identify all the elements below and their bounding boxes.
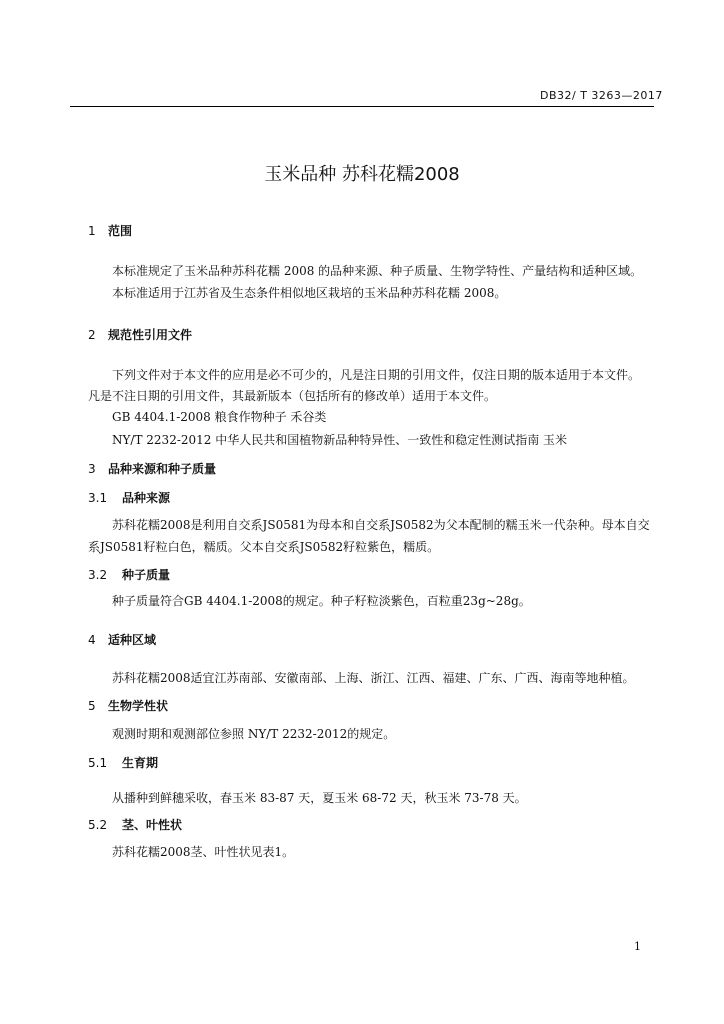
subsection-heading-5-1 (88, 754, 158, 771)
section-number: 4 (88, 633, 96, 647)
section-heading-5 (88, 697, 168, 714)
paragraph: 下列文件对于本文件的应用是必不可少的，凡是注日期的引用文件，仅注日期的版本适用于本文件。 (112, 368, 641, 382)
paragraph: 观测时期和观测部位参照 NY/T 2232-2012的规定。 (112, 727, 396, 741)
section-title: 品种来源和种子质量 (108, 462, 217, 476)
section-title: 规范性引用文件 (108, 328, 193, 342)
document-code: DB32/ T 3263—2017 (540, 89, 663, 102)
subsection-heading-3-2 (88, 566, 170, 583)
paragraph: 苏科花糯2008适宜江苏南部、安徽南部、上海、浙江、江西、福建、广东、广西、海南等地种植。 (112, 671, 635, 685)
section-title: 生物学性状 (108, 699, 169, 713)
header-rule (70, 106, 654, 107)
section-number: 1 (88, 224, 96, 238)
section-heading-1 (88, 222, 132, 239)
section-title: 适种区域 (108, 633, 157, 647)
section-number: 3.2 (88, 568, 108, 582)
section-title: 茎、叶性状 (122, 818, 183, 832)
section-number: 3.1 (88, 491, 108, 505)
paragraph-continuation: 系JS0581籽粒白色，糯质。父本自交系JS0582籽粒紫色，糯质。 (88, 540, 440, 554)
section-title: 范围 (108, 224, 133, 238)
paragraph: 本标准规定了玉米品种苏科花糯 2008 的品种来源、种子质量、生物学特性、产量结构和适种区域。 (112, 264, 643, 278)
paragraph: 苏科花糯2008茎、叶性状见表1。 (112, 845, 295, 859)
section-number: 5 (88, 699, 96, 713)
reference-item: NY/T 2232-2012 中华人民共和国植物新品种特异性、一致性和稳定性测试指南 玉米 (112, 433, 568, 447)
subsection-heading-5-2 (88, 816, 182, 833)
page-number: 1 (634, 940, 641, 953)
section-title: 生育期 (122, 756, 159, 770)
section-number: 5.1 (88, 756, 108, 770)
paragraph: 从播种到鲜穗采收，春玉米 83-87 天，夏玉米 68-72 天，秋玉米 73-78 天。 (112, 791, 527, 805)
reference-item: GB 4404.1-2008 粮食作物种子 禾谷类 (112, 410, 327, 424)
section-number: 3 (88, 462, 96, 476)
section-heading-4 (88, 631, 156, 648)
paragraph: 本标准适用于江苏省及生态条件相似地区栽培的玉米品种苏科花糯 2008。 (112, 286, 507, 300)
section-number: 2 (88, 328, 96, 342)
subsection-heading-3-1 (88, 489, 170, 506)
section-title: 种子质量 (122, 568, 171, 582)
paragraph-continuation: 凡是不注日期的引用文件，其最新版本（包括所有的修改单）适用于本文件。 (88, 389, 497, 403)
section-heading-3 (88, 460, 216, 477)
paragraph: 苏科花糯2008是利用自交系JS0581为母本和自交系JS0582为父本配制的糯玉米一代杂种。母本自交 (112, 518, 650, 532)
page-title: 玉米品种 苏科花糯2008 (264, 164, 460, 185)
paragraph: 种子质量符合GB 4404.1-2008的规定。种子籽粒淡紫色，百粒重23g~28g。 (112, 594, 531, 608)
section-number: 5.2 (88, 818, 108, 832)
section-title: 品种来源 (122, 491, 171, 505)
section-heading-2 (88, 326, 192, 343)
